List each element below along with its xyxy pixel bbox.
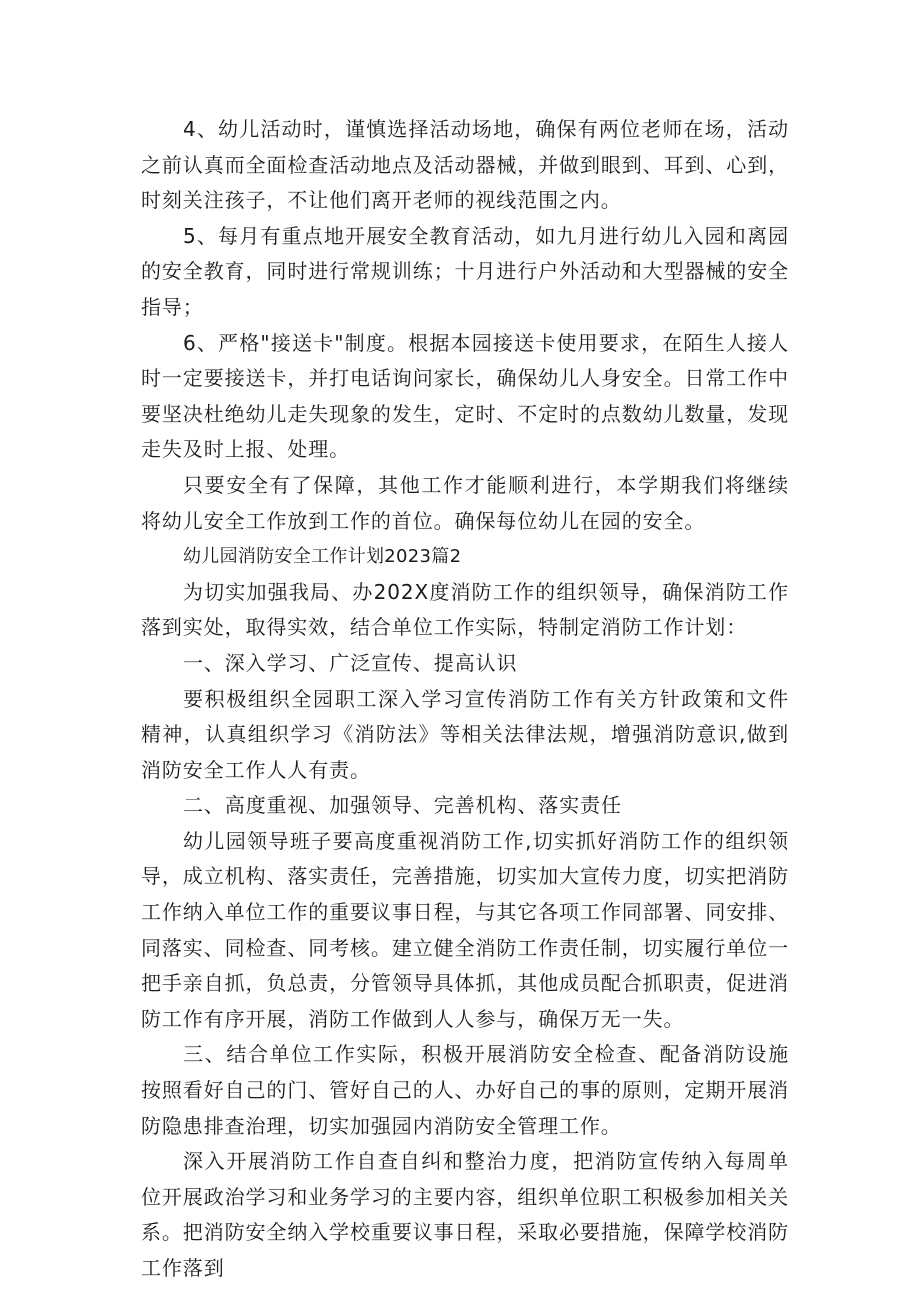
paragraph-safety-item-4: 4、幼儿活动时，谨慎选择活动场地，确保有两位老师在场，活动之前认真而全面检查活动地点及活动器械，并做到眼到、耳到、心到，时刻关注孩子，不让他们离开老师的视线范围之内。 (141, 117, 789, 213)
section-title: 幼儿园消防安全工作计划2023篇2 (183, 546, 462, 568)
paragraph-safety-summary: 只要安全有了保障，其他工作才能顺利进行，本学期我们将继续将幼儿安全工作放到工作的首位。确保每位幼儿在园的安全。 (141, 472, 789, 533)
heading-two: 二、高度重视、加强领导、完善机构、落实责任 (183, 793, 622, 818)
paragraph-leadership: 幼儿园领导班子要高度重视消防工作,切实抓好消防工作的组织领导，成立机构、落实责任，完善措施，切实加大宣传力度，切实把消防工作纳入单位工作的重要议事日程，与其它各项工作同部署、同安排、同落实、同检查、同考核。建立健全消防工作责任制，切实履行单位一把手亲自抓，负总责，分管领导具体抓，其他成员配合抓职责，促进消防工作有序开展，消防工作做到人人参与，确保万无一失。 (141, 828, 789, 1031)
paragraph-safety-item-6: 6、严格"接送卡"制度。根据本园接送卡使用要求，在陌生人接人时一定要接送卡，并打电话询问家长，确保幼儿人身安全。日常工作中要坚决杜绝幼儿走失现象的发生，定时、不定时的点数幼儿数量，发现走失及时上报、处理。 (141, 330, 789, 462)
paragraph-intro: 为切实加强我局、办202X度消防工作的组织领导，确保消防工作落到实处，取得实效，结合单位工作实际，特制定消防工作计划： (141, 579, 789, 640)
paragraph-safety-item-5: 5、每月有重点地开展安全教育活动，如九月进行幼儿入园和离园的安全教育，同时进行常规训练；十月进行户外活动和大型器械的安全指导； (141, 223, 789, 319)
document-body (141, 112, 789, 1287)
paragraph-self-inspection: 深入开展消防工作自查自纠和整治力度，把消防宣传纳入每周单位开展政治学习和业务学习的主要内容，组织单位职工积极参加相关关系。把消防安全纳入学校重要议事日程，采取必要措施，保障学校消防工作落到 (141, 1149, 789, 1280)
paragraph-study: 要积极组织全园职工深入学习宣传消防工作有关方针政策和文件精神，认真组织学习《消防法》等相关法律法规，增强消防意识,做到消防安全工作人人有责。 (141, 686, 789, 782)
heading-three: 三、结合单位工作实际，积极开展消防安全检查、配备消防设施按照看好自己的门、管好自己的人、办好自己的事的原则，定期开展消防隐患排查治理，切实加强园内消防安全管理工作。 (141, 1042, 789, 1138)
heading-one: 一、深入学习、广泛宣传、提高认识 (183, 650, 518, 675)
